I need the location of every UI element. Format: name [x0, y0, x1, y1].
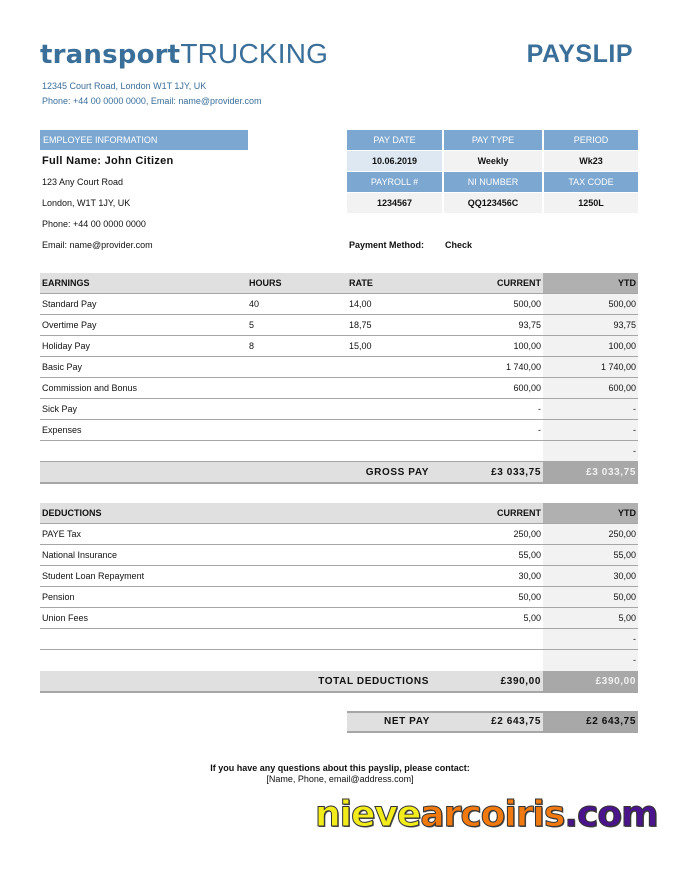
table-row: [40, 336, 638, 357]
row-ytd: 500,00: [608, 299, 636, 309]
row-current: 5,00: [523, 613, 541, 623]
pay-type-label: PAY TYPE: [444, 130, 542, 150]
company-logo: [40, 40, 328, 68]
tax-code-value: 1250L: [544, 193, 638, 213]
earnings-header-row: [40, 273, 638, 294]
table-row: [40, 294, 638, 315]
logo-light-text: TRUCKING: [180, 38, 329, 69]
employee-address-line2: London, W1T 1JY, UK: [42, 198, 131, 208]
row-ytd: -: [633, 655, 636, 665]
table-row: [40, 378, 638, 399]
row-ytd: 600,00: [608, 383, 636, 393]
row-current: -: [538, 404, 541, 414]
row-rate: 15,00: [349, 341, 372, 351]
deductions-header-row: [40, 503, 638, 524]
employee-address-line1: 123 Any Court Road: [42, 177, 124, 187]
row-label: Expenses: [42, 425, 82, 435]
row-ytd: 55,00: [613, 550, 636, 560]
contact-question: If you have any questions about this payslip, please contact:: [210, 763, 470, 773]
row-current: -: [538, 425, 541, 435]
row-rate: 14,00: [349, 299, 372, 309]
payment-method-label: Payment Method:: [349, 240, 425, 250]
row-label: Union Fees: [42, 613, 89, 623]
row-label: Student Loan Repayment: [42, 571, 145, 581]
pay-info-grid: [347, 130, 638, 213]
deductions-table: [40, 503, 638, 693]
row-current: 600,00: [513, 383, 541, 393]
row-hours: 40: [249, 299, 260, 309]
row-label: Pension: [42, 592, 75, 602]
employee-full-name: Full Name: John Citizen: [42, 155, 174, 167]
row-hours: 5: [249, 320, 255, 330]
net-pay-row: [347, 711, 638, 733]
row-current: 250,00: [513, 529, 541, 539]
watermark-part2: arcoiris: [420, 794, 565, 835]
total-deductions-row: [40, 671, 638, 693]
deductions-header-label: DEDUCTIONS: [42, 508, 102, 518]
table-row: [40, 629, 638, 650]
row-ytd: 100,00: [608, 341, 636, 351]
row-label: Basic Pay: [42, 362, 83, 372]
pay-date-value: 10.06.2019: [347, 151, 442, 171]
contact-details: [Name, Phone, email@address.com]: [266, 774, 414, 784]
payroll-value: 1234567: [347, 193, 442, 213]
table-row: [40, 441, 638, 462]
gross-pay-ytd: £3 033,75: [586, 467, 636, 478]
earnings-table: [40, 273, 638, 484]
watermark-part1: nieve: [315, 794, 421, 835]
total-deductions-label: TOTAL DEDUCTIONS: [318, 676, 429, 687]
ni-number-value: QQ123456C: [444, 193, 542, 213]
table-row: [40, 420, 638, 441]
company-contact: Phone: +44 00 0000 0000, Email: name@provider.com: [42, 96, 262, 106]
row-current: 1 740,00: [505, 362, 541, 372]
row-ytd: -: [633, 634, 636, 644]
gross-pay-row: [40, 462, 638, 484]
total-deductions-ytd: £390,00: [595, 676, 636, 687]
employee-info-header: EMPLOYEE INFORMATION: [40, 130, 248, 150]
table-row: [40, 357, 638, 378]
table-row: [40, 566, 638, 587]
period-label: PERIOD: [544, 130, 638, 150]
table-row: [40, 608, 638, 629]
row-label: Sick Pay: [42, 404, 78, 414]
row-ytd: -: [633, 404, 636, 414]
row-ytd: 93,75: [613, 320, 636, 330]
employee-phone: Phone: +44 00 0000 0000: [42, 219, 146, 229]
row-hours: 8: [249, 341, 255, 351]
row-current: 100,00: [513, 341, 541, 351]
table-row: [40, 315, 638, 336]
row-current: 500,00: [513, 299, 541, 309]
period-value: Wk23: [544, 151, 638, 171]
row-label: Standard Pay: [42, 299, 97, 309]
tax-code-label: TAX CODE: [544, 172, 638, 192]
row-label: Overtime Pay: [42, 320, 97, 330]
pay-type-value: Weekly: [444, 151, 542, 171]
earnings-header-current: CURRENT: [497, 278, 541, 288]
table-row: [40, 587, 638, 608]
row-current: 55,00: [518, 550, 541, 560]
row-label: National Insurance: [42, 550, 118, 560]
net-pay-label: NET PAY: [384, 716, 430, 727]
pay-date-label: PAY DATE: [347, 130, 442, 150]
row-label: PAYE Tax: [42, 529, 82, 539]
row-current: 50,00: [518, 592, 541, 602]
total-deductions-current: £390,00: [500, 676, 541, 687]
row-ytd: 30,00: [613, 571, 636, 581]
earnings-header-rate: RATE: [349, 278, 373, 288]
ni-number-label: NI NUMBER: [444, 172, 542, 192]
row-label: Holiday Pay: [42, 341, 91, 351]
gross-pay-current: £3 033,75: [491, 467, 541, 478]
row-rate: 18,75: [349, 320, 372, 330]
row-current: 30,00: [518, 571, 541, 581]
deductions-header-current: CURRENT: [497, 508, 541, 518]
row-ytd: -: [633, 446, 636, 456]
company-address: 12345 Court Road, London W1T 1JY, UK: [42, 81, 207, 91]
row-ytd: 250,00: [608, 529, 636, 539]
net-pay-current: £2 643,75: [491, 716, 541, 727]
watermark-logo: [315, 794, 658, 835]
row-ytd: -: [633, 425, 636, 435]
earnings-header-label: EARNINGS: [42, 278, 90, 288]
document-title: PAYSLIP: [526, 40, 633, 68]
row-label: Commission and Bonus: [42, 383, 138, 393]
table-row: [40, 650, 638, 671]
table-row: [40, 399, 638, 420]
table-row: [40, 545, 638, 566]
row-ytd: 1 740,00: [600, 362, 636, 372]
net-pay-ytd: £2 643,75: [586, 716, 636, 727]
table-row: [40, 524, 638, 545]
payroll-label: PAYROLL #: [347, 172, 442, 192]
earnings-header-hours: HOURS: [249, 278, 282, 288]
deductions-header-ytd: YTD: [618, 508, 636, 518]
logo-bold-text: transport: [40, 40, 181, 70]
employee-email: Email: name@provider.com: [42, 240, 153, 250]
watermark-part3: .com: [564, 794, 658, 835]
row-current: 93,75: [518, 320, 541, 330]
row-ytd: 5,00: [618, 613, 636, 623]
payment-method-value: Check: [445, 240, 473, 250]
gross-pay-label: GROSS PAY: [365, 467, 429, 478]
earnings-header-ytd: YTD: [618, 278, 636, 288]
row-ytd: 50,00: [613, 592, 636, 602]
